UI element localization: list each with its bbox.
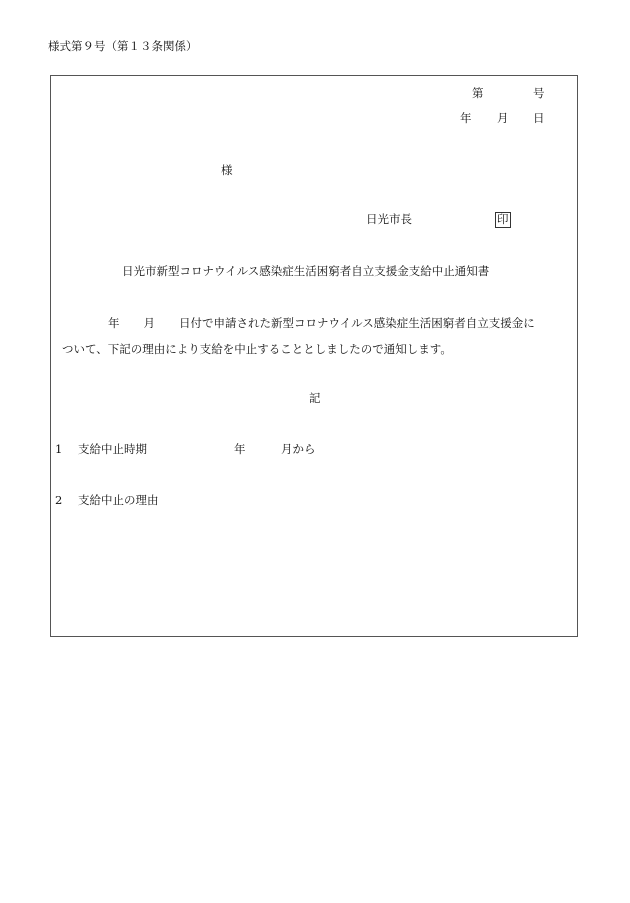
issuer-name: 日光市長 — [366, 212, 412, 226]
item-1-number: 1 — [55, 442, 63, 456]
body-line-1-rest: 日付で申請された新型コロナウイルス感染症生活困窮者自立支援金に — [179, 316, 535, 330]
document-title: 日光市新型コロナウイルス感染症生活困窮者自立支援金支給中止通知書 — [122, 264, 490, 278]
seal-mark: 印 — [497, 212, 509, 226]
date-month: 月 — [497, 111, 509, 125]
date-day: 日 — [533, 111, 545, 125]
form-frame — [50, 75, 578, 637]
item-1-month-from: 月から — [281, 442, 316, 456]
item-2-number: 2 — [55, 493, 63, 507]
item-2-label: 支給中止の理由 — [78, 493, 159, 507]
ki-mark: 記 — [309, 391, 321, 405]
body-line-2: ついて、下記の理由により支給を中止することとしましたので通知します。 — [62, 342, 452, 356]
body-month: 月 — [143, 316, 155, 330]
number-suffix: 号 — [533, 86, 545, 100]
date-year: 年 — [460, 111, 472, 125]
item-1-year: 年 — [234, 442, 246, 456]
item-1-label: 支給中止時期 — [78, 442, 147, 456]
seal-box — [495, 212, 511, 228]
body-line-1 — [108, 318, 535, 330]
form-label: 様式第９号（第１３条関係） — [48, 39, 198, 53]
body-year: 年 — [108, 316, 120, 330]
number-prefix: 第 — [472, 86, 484, 100]
recipient-honorific: 様 — [221, 163, 233, 177]
